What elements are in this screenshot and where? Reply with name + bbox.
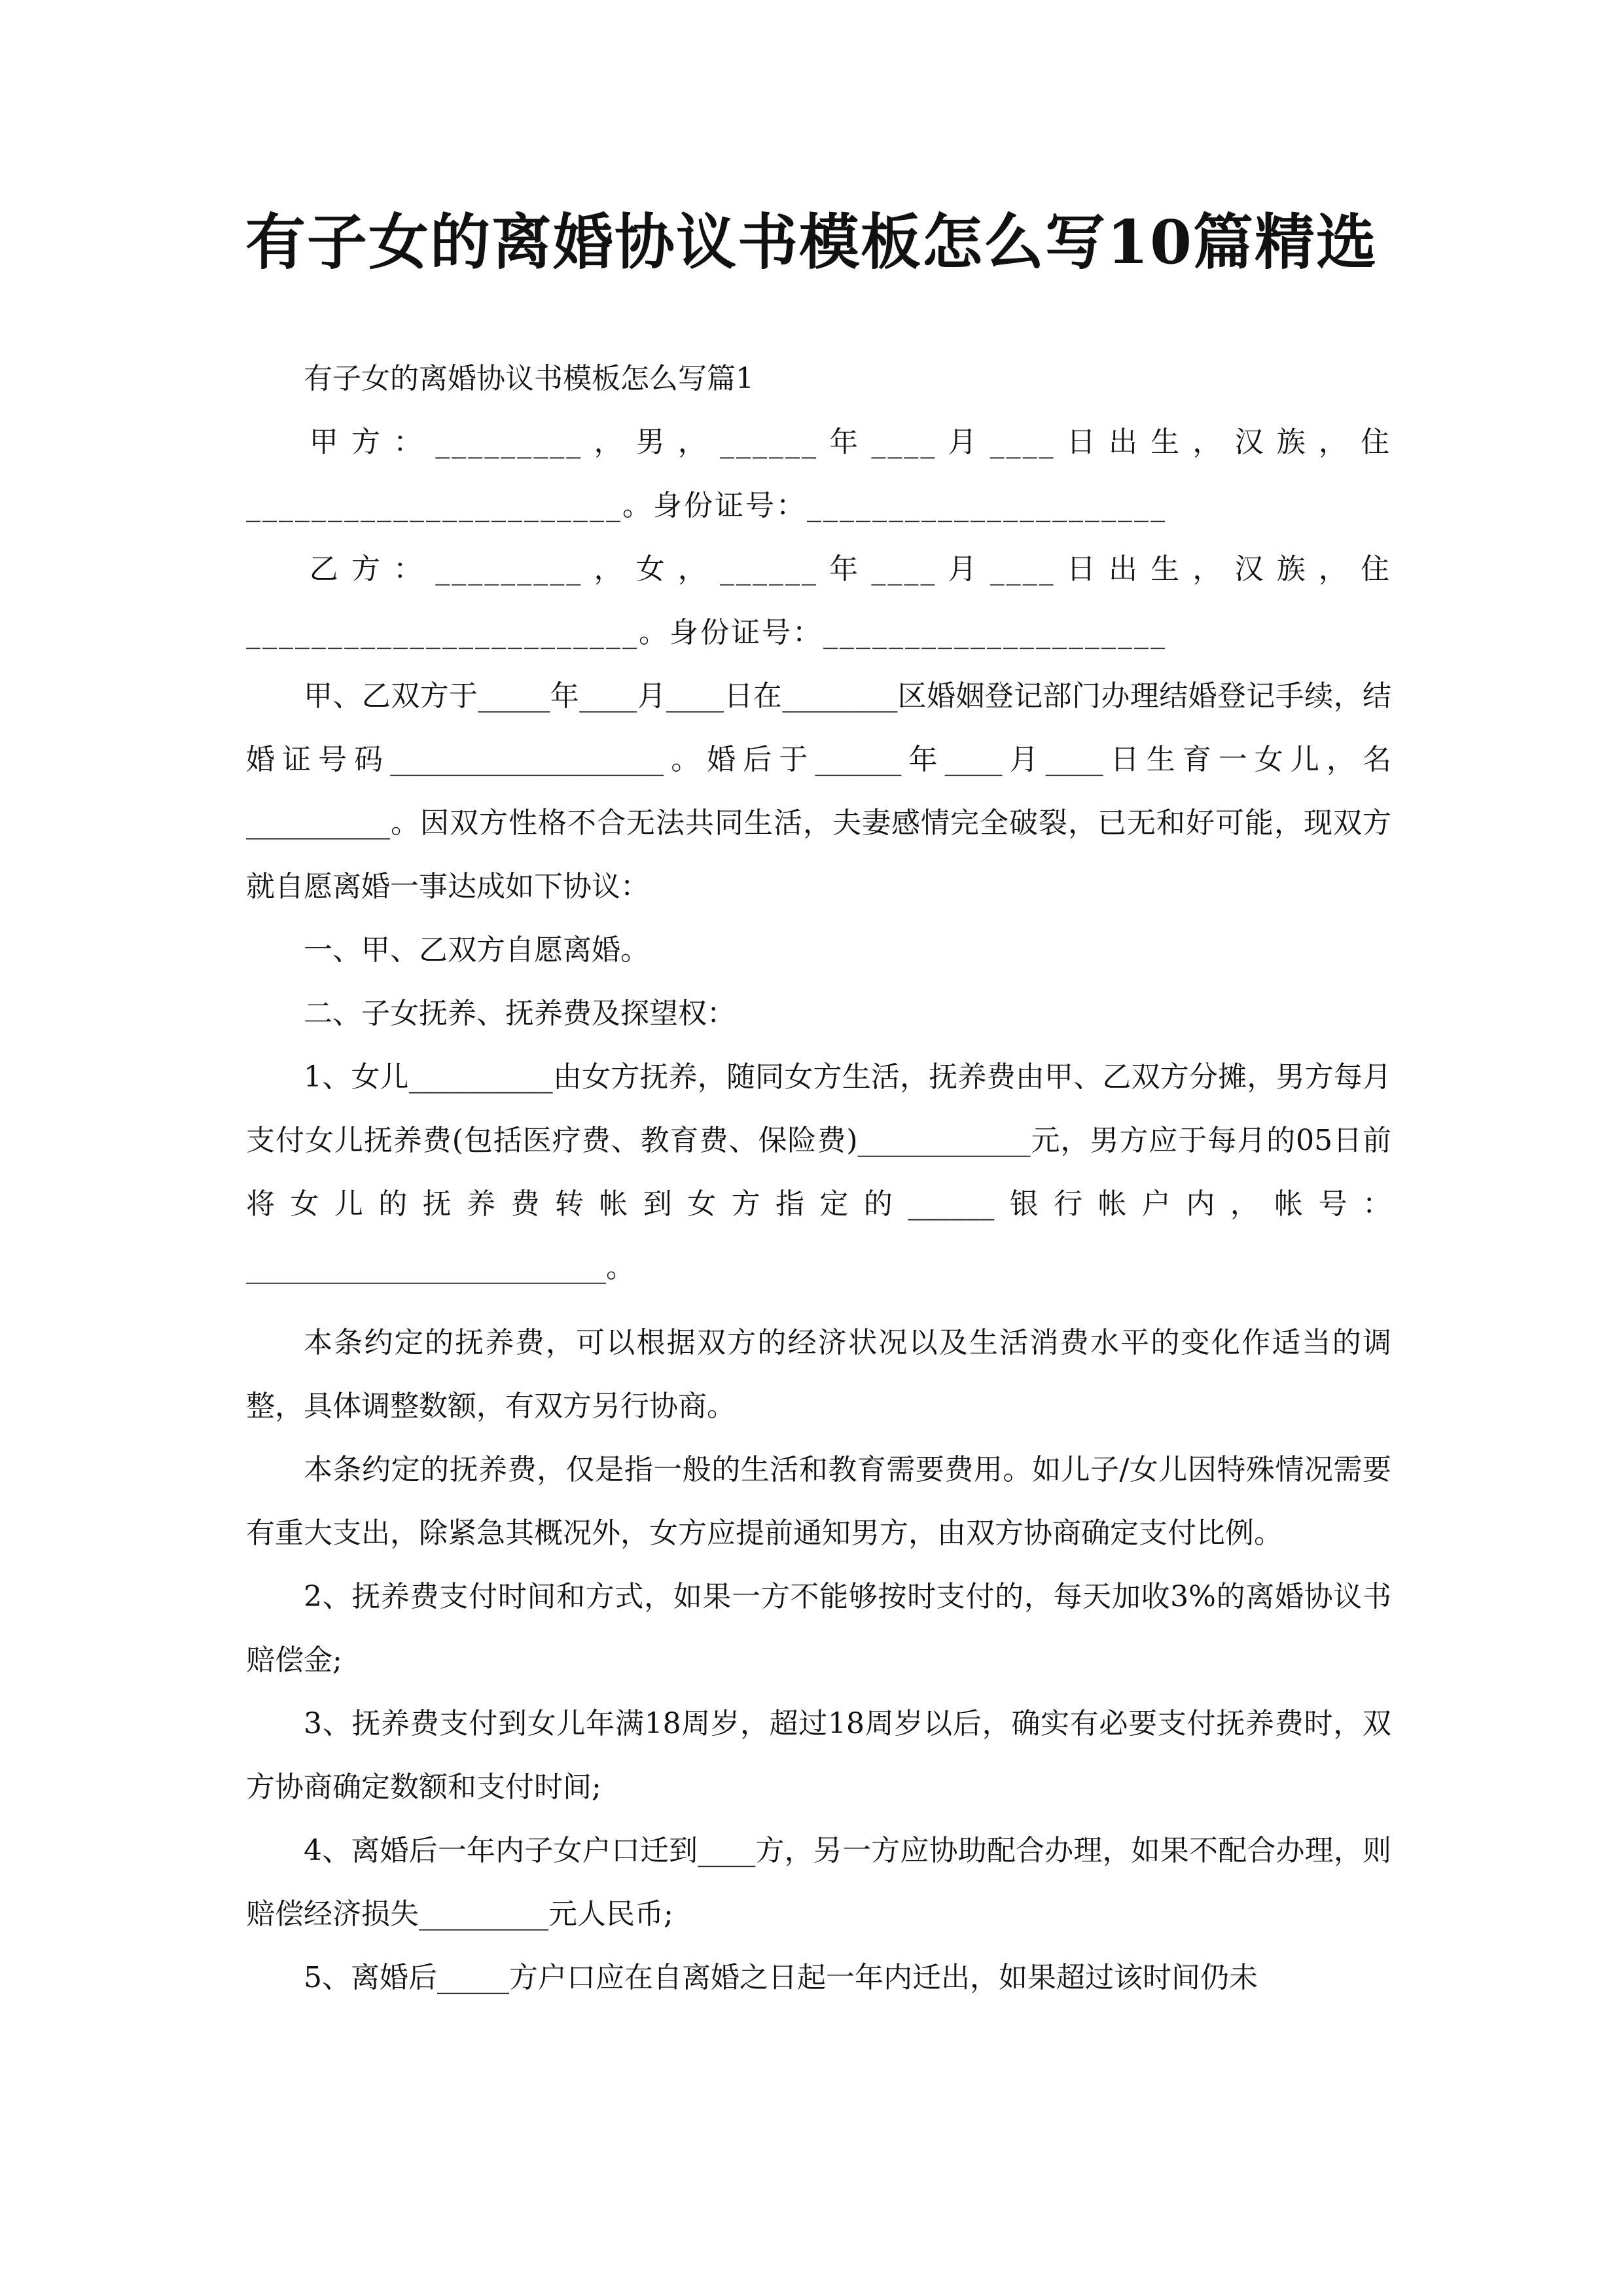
document-title: 有子女的离婚协议书模板怎么写10篇精选 [245, 207, 1378, 278]
support-item-2-paragraph: 2、抚养费支付时间和方式，如果一方不能够按时支付的，每天加收3%的离婚协议书赔偿金; [246, 1580, 1391, 1677]
party-a-paragraph: 甲方：_________，男，______年____月____日出生，汉族，住_______________________。身份证号：______________________ [246, 425, 1391, 522]
support-item-5-paragraph: 5、离婚后_____方户口应在自离婚之日起一年内迁出，如果超过该时间仍未 [304, 1961, 1258, 1994]
support-scope-paragraph: 本条约定的抚养费，仅是指一般的生活和教育需要费用。如儿子/女儿因特殊情况需要有重大支出，除紧急其概况外，女方应提前通知男方，由双方协商确定支付比例。 [246, 1453, 1391, 1550]
support-item-1-paragraph: 1、女儿__________由女方抚养，随同女方生活，抚养费由甲、乙双方分摊，男方每月支付女儿抚养费(包括医疗费、教育费、保险费)____________元，男方应于每月的05日前将女儿的抚养费转帐到女方指定的______银行帐户内，帐号：_________________________。 [246, 1060, 1391, 1284]
marriage-info-paragraph: 甲、乙双方于_____年____月____日在________区婚姻登记部门办理结婚登记手续，结婚证号码___________________。婚后于______年____月____日生育一女儿，名__________。因双方性格不合无法共同生活，夫妻感情完全破裂，已无和好可能，现双方就自愿离婚一事达成如下协议： [246, 679, 1391, 903]
support-item-4-paragraph: 4、离婚后一年内子女户口迁到____方，另一方应协助配合办理，如果不配合办理，则赔偿经济损失_________元人民币; [246, 1834, 1391, 1931]
clause-2-heading: 二、子女抚养、抚养费及探望权： [304, 997, 736, 1030]
section-heading: 有子女的离婚协议书模板怎么写篇1 [304, 362, 754, 395]
support-adjustment-paragraph: 本条约定的抚养费，可以根据双方的经济状况以及生活消费水平的变化作适当的调整，具体调整数额，有双方另行协商。 [246, 1326, 1391, 1423]
clause-1-paragraph: 一、甲、乙双方自愿离婚。 [304, 933, 649, 967]
document-body [246, 347, 1391, 2009]
support-item-3-paragraph: 3、抚养费支付到女儿年满18周岁，超过18周岁以后，确实有必要支付抚养费时，双方协商确定数额和支付时间; [246, 1707, 1391, 1804]
party-b-paragraph: 乙方：_________，女，______年____月____日出生，汉族，住________________________。身份证号：_____________________ [246, 552, 1391, 649]
